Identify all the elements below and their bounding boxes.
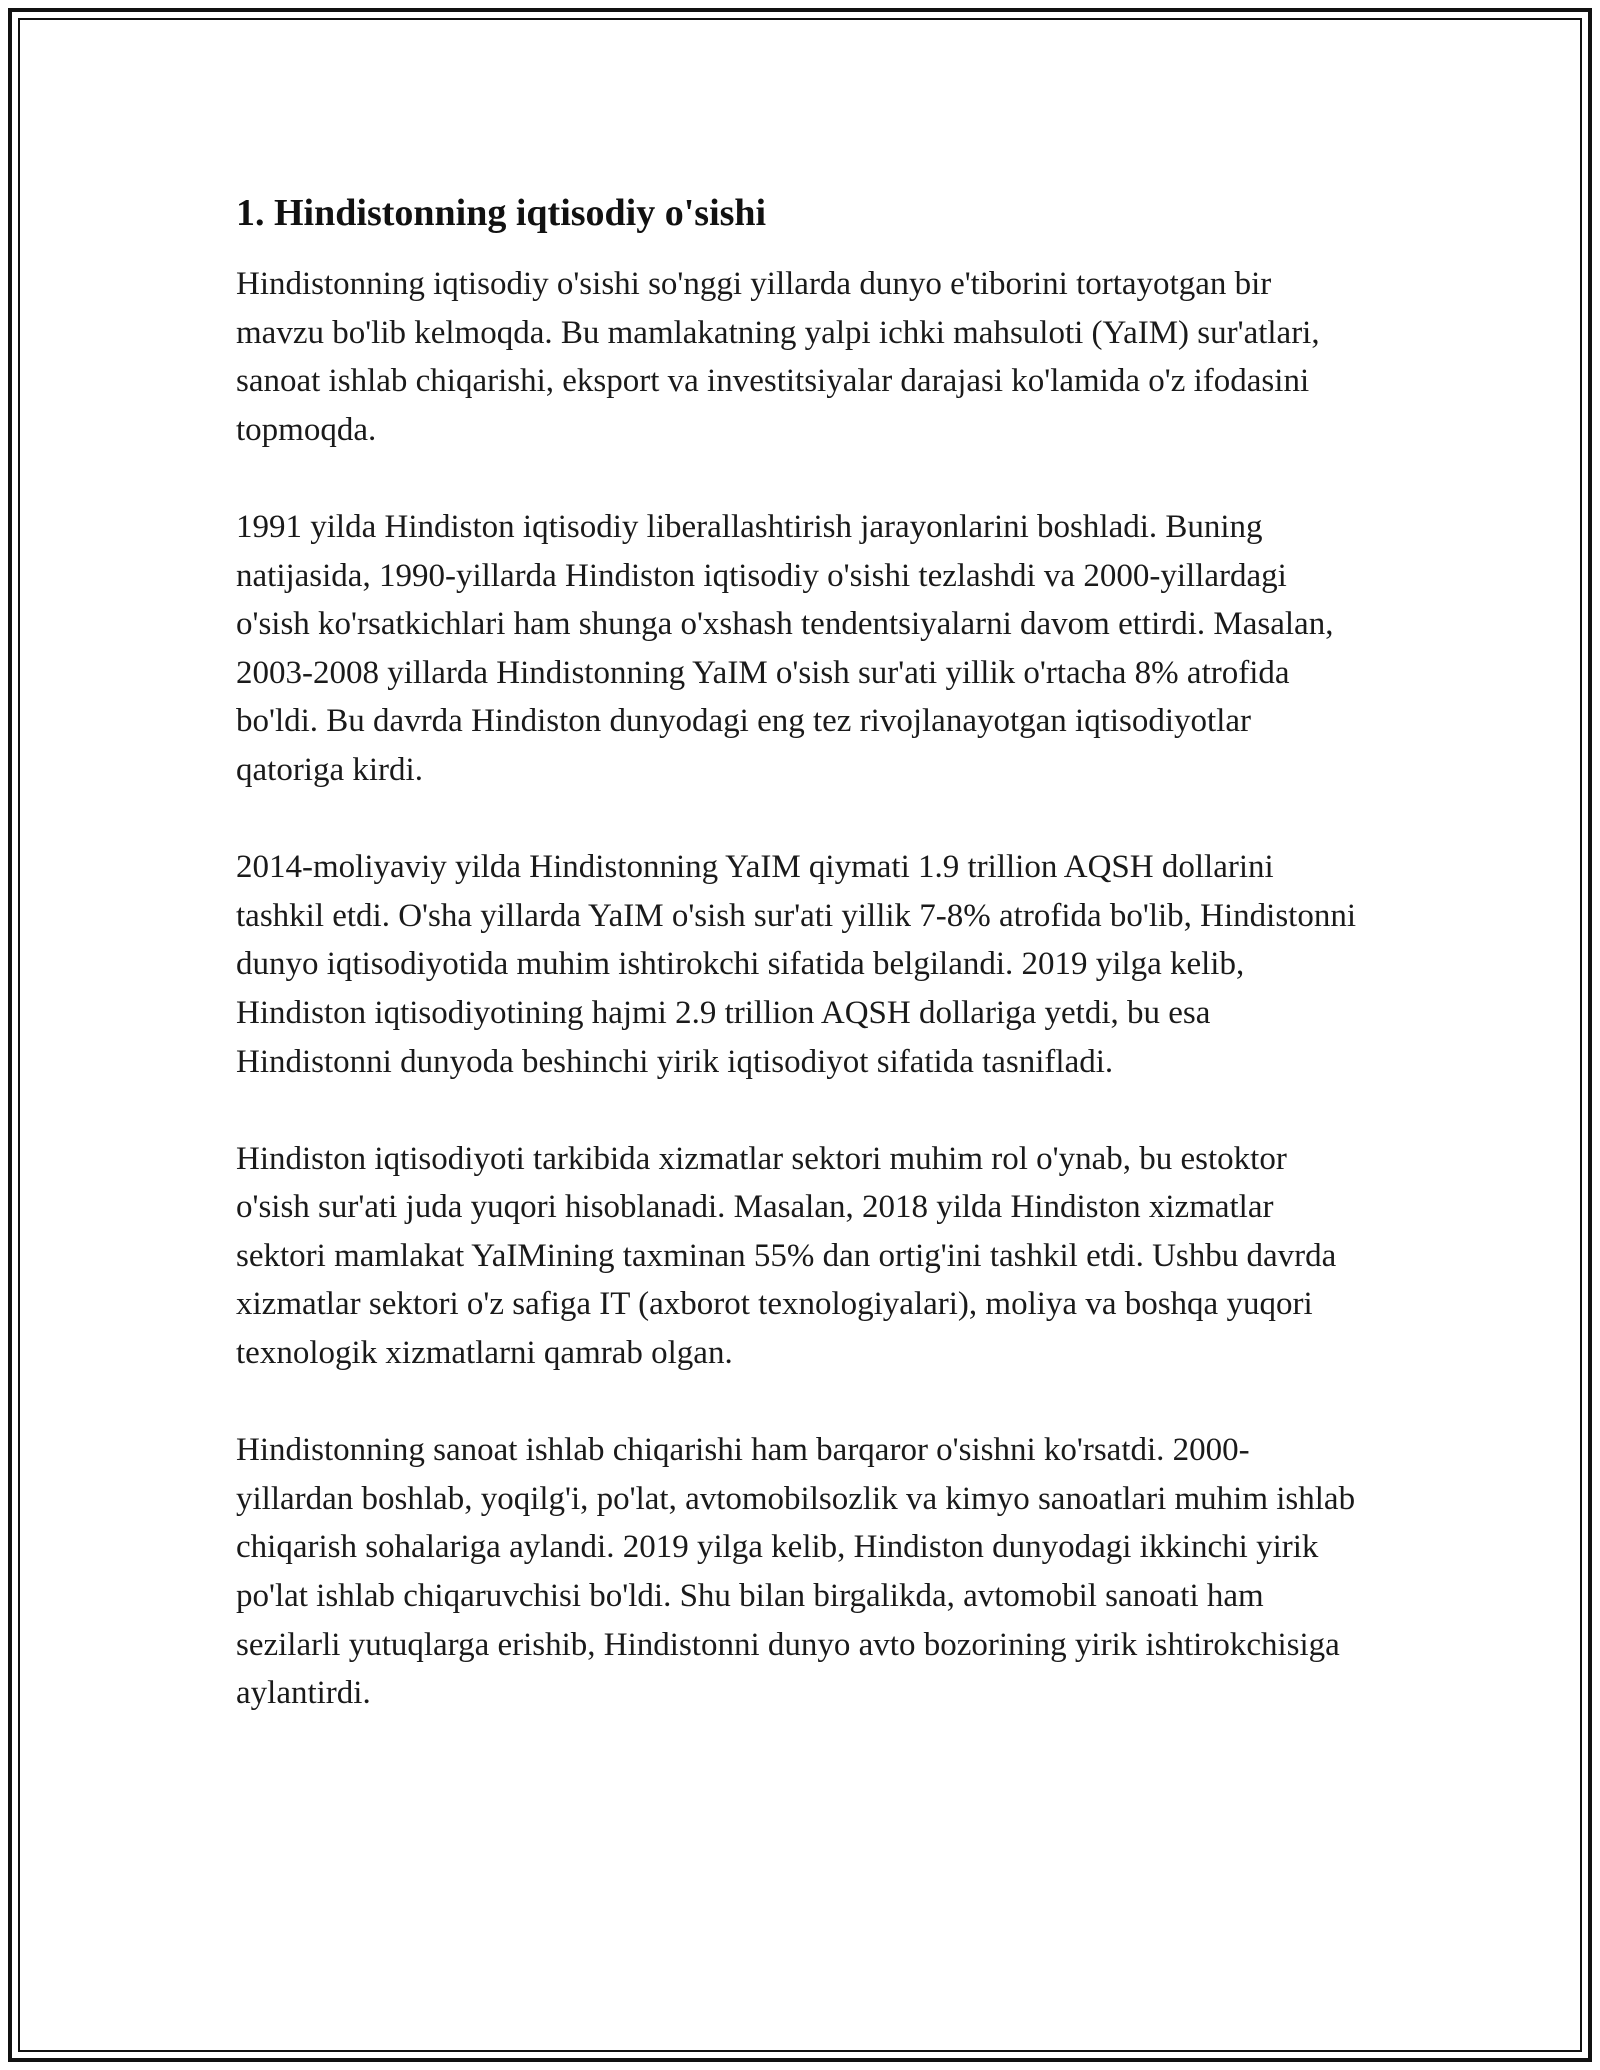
paragraph-industrial-production: Hindistonning sanoat ishlab chiqarishi ham barqaror o'sishni ko'rsatdi. 2000-yillardan boshlab, yoqilg'i, po'lat, avtomobilsozlik va kimyo sanoatlari muhim ishlab chiqarish sohalariga aylandi. 2019 yilga kelib, Hindiston dunyodagi ikkinchi yirik po'lat ishlab chiqaruvchisi bo'ldi. Shu bilan birgalikda, avtomobil sanoati ham sezilarli yutuqlarga erishib, Hindistonni dunyo avto bozorining yirik ishtirokchisiga aylantirdi. <box>236 1432 1356 1712</box>
section-heading: 1. Hindistonning iqtisodiy o'sishi <box>236 192 767 234</box>
paragraph-services-sector: Hindiston iqtisodiyoti tarkibida xizmatlar sektori muhim rol o'ynab, bu estoktor o'sish sur'ati juda yuqori hisoblanadi. Masalan, 2018 yilda Hindiston xizmatlar sektori mamlakat YaIMining taxminan 55% dan ortig'ini tashkil etdi. Ushbu davrda xizmatlar sektori o'z safiga IT (axborot texnologiyalari), moliya va boshqa yuqori texnologik xizmatlarni qamrab olgan. <box>236 1140 1337 1372</box>
document-body <box>236 188 1366 1766</box>
paragraph-liberalization: 1991 yilda Hindiston iqtisodiy liberallashtirish jarayonlarini boshladi. Buning natijasida, 1990-yillarda Hindiston iqtisodiy o'sishi tezlashdi va 2000-yillardagi o'sish ko'rsatkichlari ham shunga o'xshash tendentsiyalarni davom ettirdi. Masalan, 2003-2008 yillarda Hindistonning YaIM o'sish sur'ati yillik o'rtacha 8% atrofida bo'ldi. Bu davrda Hindiston dunyodagi eng tez rivojlanayotgan iqtisodiyotlar qatoriga kirdi. <box>236 508 1334 788</box>
paragraph-intro: Hindistonning iqtisodiy o'sishi so'nggi yillarda dunyo e'tiborini tortayotgan bir mavzu bo'lib kelmoqda. Bu mamlakatning yalpi ichki mahsuloti (YaIM) sur'atlari, sanoat ishlab chiqarishi, eksport va investitsiyalar darajasi ko'lamida o'z ifodasini topmoqda. <box>236 266 1320 448</box>
paragraph-gdp-value: 2014-moliyaviy yilda Hindistonning YaIM qiymati 1.9 trillion AQSH dollarini tashkil etdi. O'sha yillarda YaIM o'sish sur'ati yillik 7-8% atrofida bo'lib, Hindistonni dunyo iqtisodiyotida muhim ishtirokchi sifatida belgilandi. 2019 yilga kelib, Hindiston iqtisodiyotining hajmi 2.9 trillion AQSH dollariga yetdi, bu esa Hindistonni dunyoda beshinchi yirik iqtisodiyot sifatida tasnifladi. <box>236 849 1357 1080</box>
